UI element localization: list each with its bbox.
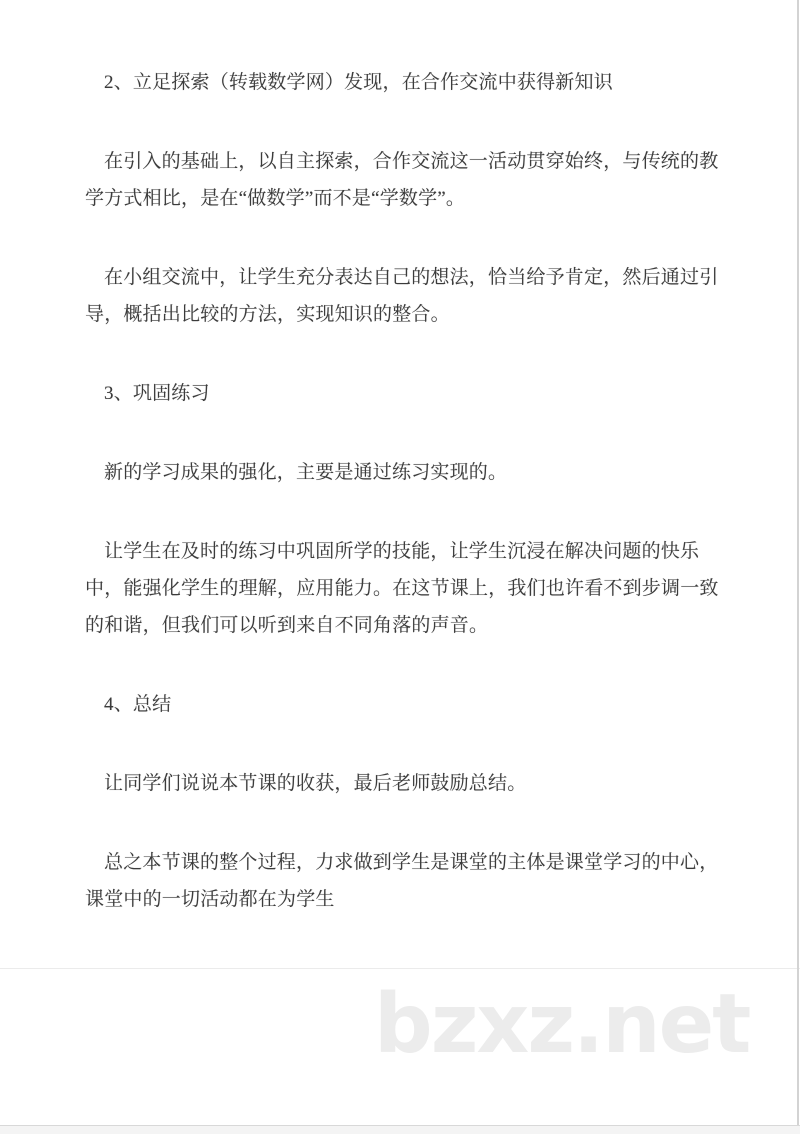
text-line: 的和谐，但我们可以听到来自不同角落的声音。 (85, 615, 489, 636)
document-text-area (85, 64, 733, 918)
text-line: 总之本节课的整个过程，力求做到学生是课堂的主体是课堂学习的中心， (104, 852, 719, 873)
paragraph (85, 143, 733, 217)
heading-line: 4、总结 (104, 694, 172, 715)
text-line: 让同学们说说本节课的收获，最后老师鼓励总结。 (104, 773, 527, 794)
paragraph (85, 765, 733, 802)
text-line: 课堂中的一切活动都在为学生 (85, 889, 335, 910)
text-line: 在引入的基础上，以自主探索，合作交流这一活动贯穿始终，与传统的教 (104, 151, 719, 172)
text-line: 学方式相比，是在“做数学”而不是“学数学”。 (85, 188, 466, 209)
text-line: 中，能强化学生的理解，应用能力。在这节课上，我们也许看不到步调一致 (85, 578, 719, 599)
text-line: 让学生在及时的练习中巩固所学的技能，让学生沉浸在解决问题的快乐 (104, 541, 700, 562)
footer-strip (0, 1125, 800, 1134)
paragraph (85, 454, 733, 491)
heading-line: 2、立足探索（转载数学网）发现，在合作交流中获得新知识 (104, 72, 613, 93)
heading-line: 3、巩固练习 (104, 383, 210, 404)
content-divider (0, 968, 800, 969)
site-watermark: bzxz.net (374, 977, 750, 1072)
section-heading (85, 686, 733, 723)
text-line: 导，概括出比较的方法，实现知识的整合。 (85, 304, 450, 325)
page-right-border (797, 0, 799, 1134)
text-line: 在小组交流中，让学生充分表达自己的想法，恰当给予肯定，然后通过引 (104, 267, 719, 288)
section-heading (85, 64, 733, 101)
paragraph (85, 844, 733, 918)
text-line: 新的学习成果的强化，主要是通过练习实现的。 (104, 462, 508, 483)
paragraph (85, 533, 733, 644)
paragraph (85, 259, 733, 333)
section-heading (85, 375, 733, 412)
